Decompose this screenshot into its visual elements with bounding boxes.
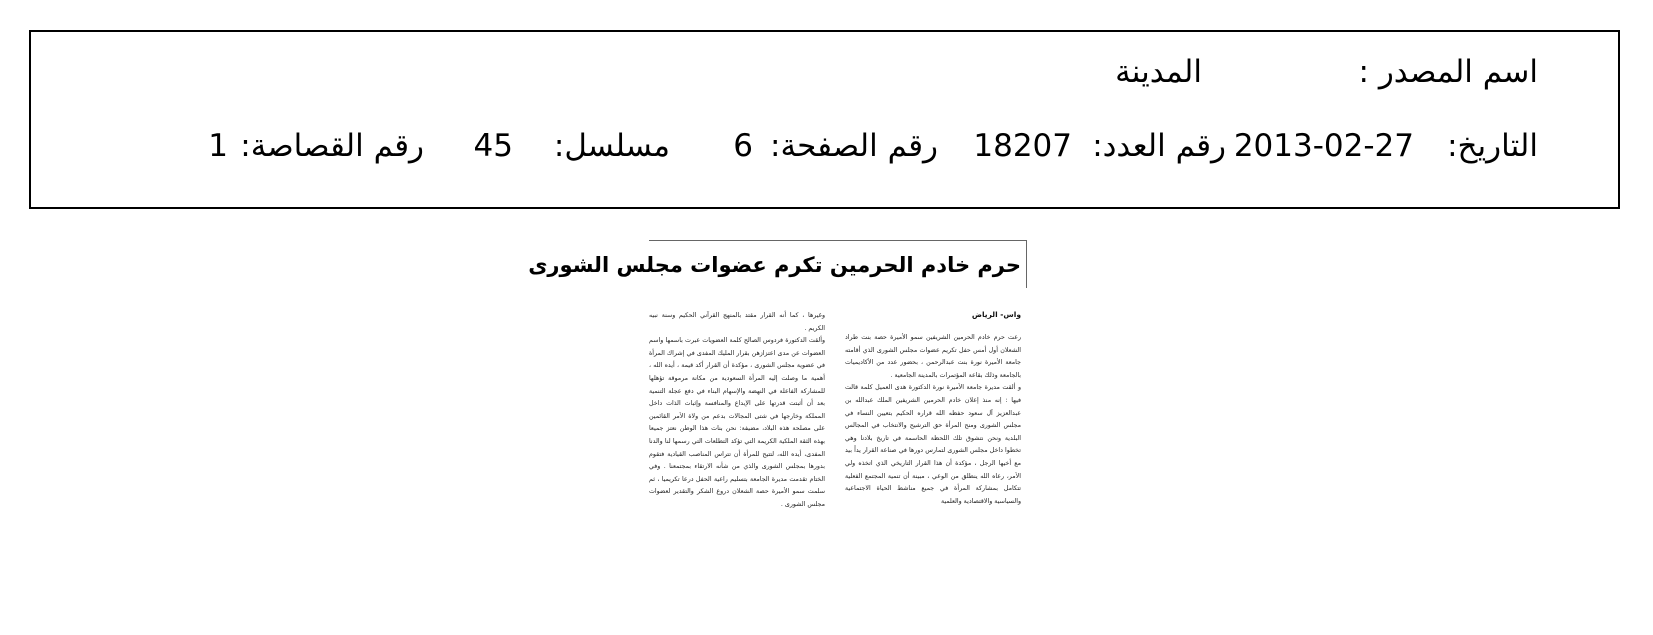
- date-label: التاريخ:: [1447, 128, 1538, 164]
- article-dateline: واس- الرياض: [971, 310, 1021, 319]
- clip-label: رقم القصاصة:: [240, 128, 424, 164]
- article-column-right: [845, 308, 1021, 508]
- page-label: رقم الصفحة:: [770, 128, 938, 164]
- date-value: 2013-02-27: [1233, 128, 1414, 164]
- page-value: 6: [733, 128, 753, 164]
- article-paragraph: وألقت الدكتورة فردوس الصالح كلمة العضويات عبرت باسمها واسم العضوات عن مدى اعتزازهن بقرار المليك المفدى في إشراك المرأة في عضوية مجلس الشورى ، مؤكدة أن القرار أكد قيمة ، أيده الله ، أهمية ما وصلت إليه المرأة السعودية من مكانة مرموقة تؤهلها للمشاركة الفاعلة في النهضة والإسهام البناء في دفع عجلة التنمية بعد أن أثبتت قدرتها على الإبداع والمنافسة وإثبات الذات داخل المملكة وخارجها في شتى المجالات بدعم من ولاة الأمر القائمين على مصلحة هذه البلاد، مضيفة: نحن بنات هذا الوطن نعتز جميعا بهذه الثقة الملكية الكريمة التي تؤكد التطلعات التي رسمها لنا والدنا المفدى، أيده الله، لتتيح للمرأة أن تتراس المناصب القيادية فتقوم بدورها بمجلس الشورى والذي من شأنه الارتقاء بمجتمعنا . وفي الختام تقدمت مديرة الجامعة بتسليم راعية الحفل درعا تكريميا ، ثم سلمت سمو الأميرة حصة الشعلان دروع الشكر والتقدير لعضوات مجلس الشورى .: [649, 337, 825, 508]
- article-column-left: [649, 310, 825, 512]
- article-paragraph: و ألقت مديرة جامعة الأميرة نورة الدكتورة هدى العميل كلمة قالت فيها : إنه منذ إعلان خادم الحرمين الشريفين الملك عبدالله بن عبدالعزيز آل سعود حفظه الله قراره الحكيم بتعيين النساء في مجلس الشورى ومنح المرأة حق الترشيح والانتخاب في المجالس البلدية ونحن نتشوق تلك اللحظة الحاسمة في تاريخ بلادنا وهي تخطوا داخل مجلس الشورى لتمارس دورها في صناعة القرار يداً بيد مع أخيها الرجل ، مؤكدة أن هذا القرار التاريخي الذي اتخذه ولي الأمر، رعاه الله ينطلق من الوعي ، مبينة أن تنمية المجتمع الفعلية تتكامل بمشاركة المرأة في جميع مناشط الحياة الاجتماعية والسياسية والاقتصادية والعلمية: [845, 384, 1021, 505]
- article-headline: حرم خادم الحرمين تكرم عضوات مجلس الشورى: [528, 253, 1021, 277]
- serial-label: مسلسل:: [553, 128, 670, 164]
- clip-value: 1: [208, 128, 228, 164]
- newspaper-clipping: [528, 240, 1027, 620]
- source-label: اسم المصدر :: [1358, 54, 1538, 90]
- clipping-side-rule: [1026, 240, 1027, 288]
- source-value: المدينة: [1115, 54, 1202, 90]
- article-paragraph: وغيرها ، كما أنه القرار مقتد بالمنهج القرآني الحكيم وسنة نبيه الكريم .: [649, 312, 825, 332]
- issue-value: 18207: [973, 128, 1072, 164]
- clipping-top-rule: [649, 240, 1027, 241]
- issue-label: رقم العدد:: [1092, 128, 1226, 164]
- article-paragraph: رعت حرم خادم الحرمين الشريفين سمو الأميرة حصة بنت طراد الشعلان أول أمس حفل تكريم عضوات مجلس الشورى الذي أقامته جامعة الأميرة نورة بنت عبدالرحمن ، بحضور عدد من الأكاديميات بالجامعة وذلك بقاعة المؤتمرات بالمدينة الجامعية .: [845, 334, 1021, 379]
- serial-value: 45: [473, 128, 513, 164]
